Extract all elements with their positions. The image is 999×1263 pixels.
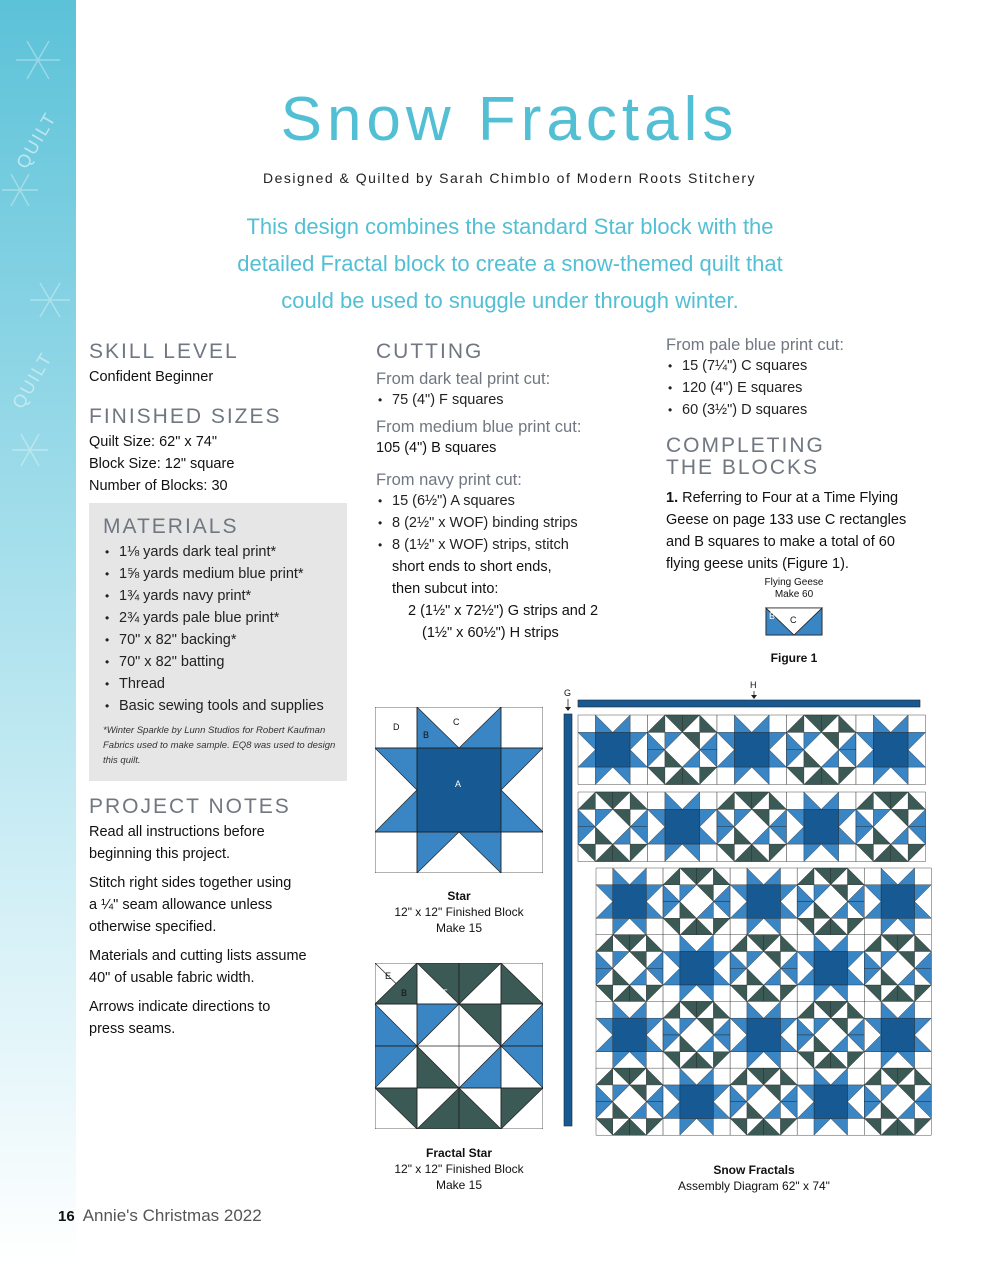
star-block xyxy=(856,715,926,785)
star-block xyxy=(578,715,648,785)
label-d: D xyxy=(393,722,400,732)
fractal-star-block xyxy=(717,792,787,862)
label-b: B xyxy=(423,730,430,740)
step-line: and B squares to make a total of 60 xyxy=(666,534,895,550)
star-block xyxy=(797,1068,864,1135)
star-block-caption xyxy=(375,888,543,936)
intro-line: could be used to snuggle under through winter. xyxy=(281,288,739,313)
completing-heading xyxy=(666,435,956,479)
label-c: C xyxy=(453,717,460,727)
figure-1-title-line: Make 60 xyxy=(774,589,814,600)
step-1 xyxy=(666,487,956,575)
cutting-line: short ends to short ends, xyxy=(392,559,552,575)
label-c: C xyxy=(790,615,797,625)
list-item: • 70" x 82" batting xyxy=(103,651,339,673)
materials-list xyxy=(103,541,339,717)
label-b: B xyxy=(769,611,776,621)
fractal-star-block xyxy=(864,1068,931,1135)
note-line: Stitch right sides together using xyxy=(89,875,292,891)
figure-1-caption: Figure 1 xyxy=(770,651,818,665)
note-paragraph xyxy=(89,996,349,1040)
star-block xyxy=(864,1001,931,1068)
list-item: • 15 (7¼") C squares xyxy=(666,355,956,377)
list-item: • 1⅝ yards medium blue print* xyxy=(103,563,339,585)
star-block-diagram xyxy=(375,707,543,873)
skill-level-section xyxy=(89,340,349,388)
block-make: Make 15 xyxy=(435,1178,483,1192)
cutting-section xyxy=(376,340,646,644)
cutting-subheading: From dark teal print cut: xyxy=(376,370,551,388)
cutting-line: then subcut into: xyxy=(392,581,499,597)
sidebar-decorative-strip xyxy=(0,0,76,1263)
list-item: • 15 (6½") A squares xyxy=(376,490,646,512)
star-block xyxy=(797,935,864,1002)
sidebar-watermark: QUILT xyxy=(12,108,61,172)
cutting-line: 105 (4") B squares xyxy=(376,440,497,456)
block-name: Fractal Star xyxy=(425,1146,493,1160)
figure-1-title xyxy=(744,577,844,601)
block-size: 12" x 12" Finished Block xyxy=(394,1162,524,1176)
fractal-star-block xyxy=(596,935,663,1002)
publication-name: Annie's Christmas 2022 xyxy=(82,1206,262,1225)
cutting-list xyxy=(376,389,646,411)
list-item: • 1⅛ yards dark teal print* xyxy=(103,541,339,563)
pale-cutting-section xyxy=(666,336,956,421)
list-item: • Thread xyxy=(103,673,339,695)
fractal-star-block xyxy=(787,715,857,785)
note-paragraph xyxy=(89,821,349,865)
project-notes-section xyxy=(89,795,349,1040)
note-line: Materials and cutting lists assume xyxy=(89,948,307,964)
completing-heading-line: COMPLETING xyxy=(666,434,825,457)
fractal-star-block xyxy=(596,1068,663,1135)
quilt-blocks xyxy=(578,715,931,1135)
note-line: 40" of usable fabric width. xyxy=(89,970,255,986)
label-f: F xyxy=(442,988,448,998)
star-block xyxy=(730,868,797,935)
cutting-list xyxy=(376,490,646,556)
completing-section xyxy=(666,435,956,575)
block-name: Star xyxy=(447,889,471,903)
fractal-star-block xyxy=(797,868,864,935)
list-item: • 60 (3½") D squares xyxy=(666,399,956,421)
skill-level-heading: SKILL LEVEL xyxy=(89,340,239,363)
block-make: Make 15 xyxy=(435,921,483,935)
cutting-heading: CUTTING xyxy=(376,340,484,363)
sidebar-watermark: QUILT xyxy=(8,348,57,412)
materials-box xyxy=(89,503,347,781)
page-title: Snow Fractals xyxy=(280,85,739,154)
page-footer xyxy=(58,1206,262,1226)
step-line: flying geese units (Figure 1). xyxy=(666,556,849,572)
intro-line: This design combines the standard Star block with the xyxy=(246,214,774,239)
list-item: • Basic sewing tools and supplies xyxy=(103,695,339,717)
note-line: a ¼" seam allowance unless xyxy=(89,897,273,913)
note-line: Arrows indicate directions to xyxy=(89,999,271,1015)
fractal-star-block-diagram xyxy=(375,963,543,1129)
list-item: • 2¾ yards pale blue print* xyxy=(103,607,339,629)
step-line: Referring to Four at a Time Flying xyxy=(682,490,899,506)
step-line: Geese on page 133 use C rectangles xyxy=(666,512,907,528)
intro-text xyxy=(180,208,840,319)
note-paragraph xyxy=(89,945,349,989)
size-line: Number of Blocks: 30 xyxy=(89,478,228,494)
cutting-subheading: From medium blue print cut: xyxy=(376,418,582,436)
list-item: • 8 (1½" x WOF) strips, stitch xyxy=(376,534,646,556)
note-line: otherwise specified. xyxy=(89,919,217,935)
fractal-star-block xyxy=(864,935,931,1002)
fractal-star-block xyxy=(663,868,730,935)
assembly-caption xyxy=(640,1162,868,1194)
fractal-star-block xyxy=(578,792,648,862)
figure-1-title-line: Flying Geese xyxy=(764,577,824,588)
size-line: Quilt Size: 62" x 74" xyxy=(89,434,217,450)
star-block xyxy=(663,935,730,1002)
list-item: • 1¾ yards navy print* xyxy=(103,585,339,607)
byline: Designed & Quilted by Sarah Chimblo of Modern Roots Stitchery xyxy=(262,170,757,186)
cutting-subheading: From pale blue print cut: xyxy=(666,336,844,354)
list-item: • 120 (4") E squares xyxy=(666,377,956,399)
fractal-star-block xyxy=(730,1068,797,1135)
intro-line: detailed Fractal block to create a snow-themed quilt that xyxy=(237,251,783,276)
label-h: H xyxy=(750,680,757,690)
label-b: B xyxy=(401,988,408,998)
project-notes-heading: PROJECT NOTES xyxy=(89,795,291,818)
note-line: press seams. xyxy=(89,1021,176,1037)
star-block xyxy=(864,868,931,935)
list-item: • 8 (2½" x WOF) binding strips xyxy=(376,512,646,534)
strip-h xyxy=(578,700,920,707)
note-line: Read all instructions before xyxy=(89,824,265,840)
label-e: E xyxy=(385,971,392,981)
finished-sizes-section xyxy=(89,405,349,497)
star-block xyxy=(596,1001,663,1068)
assembly-name: Snow Fractals xyxy=(713,1163,795,1177)
skill-level-value: Confident Beginner xyxy=(89,369,214,385)
star-block xyxy=(730,1001,797,1068)
materials-footnote: *Winter Sparkle by Lunn Studios for Robert Kaufman Fabrics used to make sample. EQ8 was used to design this quilt. xyxy=(103,725,336,766)
cutting-list xyxy=(666,355,956,421)
size-line: Block Size: 12" square xyxy=(89,456,235,472)
fractal-star-block xyxy=(648,715,718,785)
star-block xyxy=(717,715,787,785)
step-number: 1. xyxy=(666,490,679,506)
star-block xyxy=(663,1068,730,1135)
fractal-star-block xyxy=(730,935,797,1002)
finished-sizes-heading: FINISHED SIZES xyxy=(89,405,282,428)
page-number: 16 xyxy=(58,1208,75,1225)
assembly-diagram xyxy=(560,680,950,1150)
note-line: beginning this project. xyxy=(89,846,231,862)
star-block xyxy=(787,792,857,862)
block-size: 12" x 12" Finished Block xyxy=(394,905,524,919)
cutting-line: 2 (1½" x 72½") G strips and 2 xyxy=(408,603,599,619)
list-item: • 70" x 82" backing* xyxy=(103,629,339,651)
flying-geese-diagram xyxy=(744,607,844,637)
figure-1 xyxy=(744,577,844,666)
fractal-star-block xyxy=(856,792,926,862)
star-block xyxy=(596,868,663,935)
fractal-block-caption xyxy=(375,1145,543,1193)
label-g: G xyxy=(564,688,572,698)
list-item: • 75 (4") F squares xyxy=(376,389,646,411)
fractal-star-block xyxy=(797,1001,864,1068)
star-block xyxy=(648,792,718,862)
cutting-subheading: From navy print cut: xyxy=(376,471,522,489)
strip-g xyxy=(564,714,572,1126)
label-a: A xyxy=(455,779,462,789)
note-paragraph xyxy=(89,872,349,938)
cutting-line: (1½" x 60½") H strips xyxy=(422,625,559,641)
assembly-subtitle: Assembly Diagram 62" x 74" xyxy=(678,1179,830,1193)
fractal-star-block xyxy=(663,1001,730,1068)
materials-heading: MATERIALS xyxy=(103,515,239,538)
completing-heading-line: THE BLOCKS xyxy=(666,456,820,479)
